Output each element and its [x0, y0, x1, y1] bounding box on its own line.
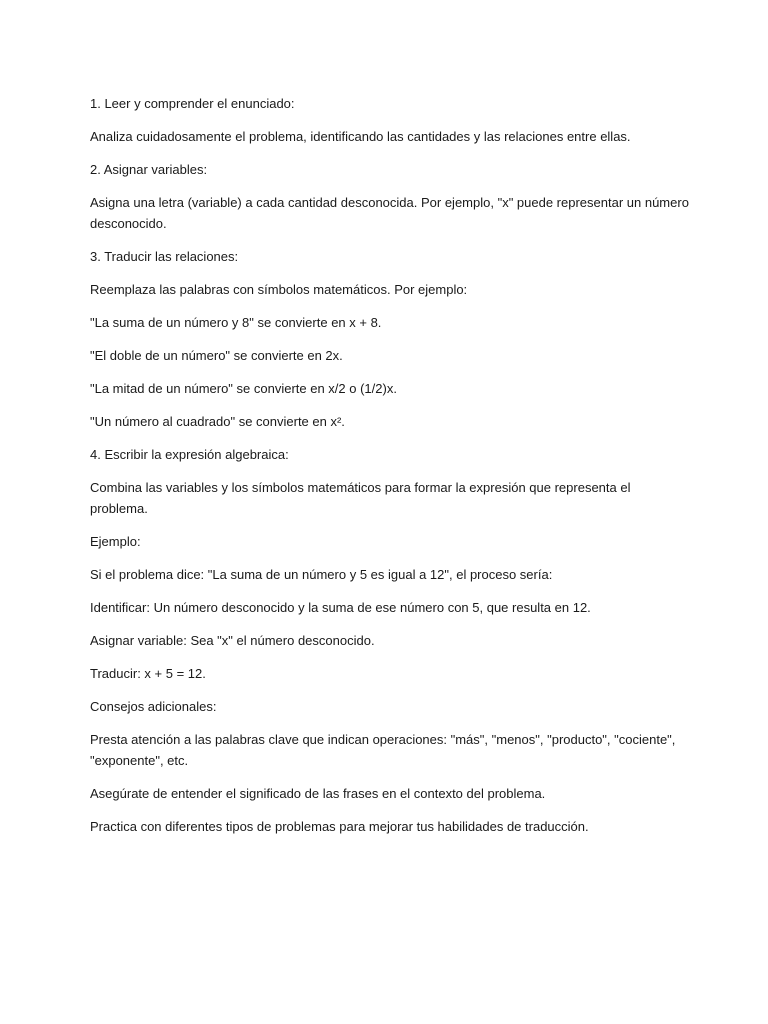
- step-2-text: Asigna una letra (variable) a cada cantidad desconocida. Por ejemplo, "x" puede representar un número desconocido.: [90, 195, 689, 231]
- step-3-text: Reemplaza las palabras con símbolos matemáticos. Por ejemplo:: [90, 282, 468, 297]
- step-1-heading: 1. Leer y comprender el enunciado:: [90, 96, 295, 111]
- example-translate: Traducir: x + 5 = 12.: [90, 666, 206, 681]
- step-4-heading: 4. Escribir la expresión algebraica:: [90, 447, 289, 462]
- tip-keywords: Presta atención a las palabras clave que indican operaciones: "más", "menos", "producto", "cociente", "exponente", etc.: [90, 732, 676, 768]
- step-2-heading: 2. Asignar variables:: [90, 162, 208, 177]
- example-sum: "La suma de un número y 8" se convierte en x + 8.: [90, 315, 382, 330]
- example-half: "La mitad de un número" se convierte en x/2 o (1/2)x.: [90, 381, 397, 396]
- document-body: [90, 93, 690, 849]
- example-square: "Un número al cuadrado" se convierte en x².: [90, 414, 345, 429]
- step-3-heading: 3. Traducir las relaciones:: [90, 249, 239, 264]
- example-identify: Identificar: Un número desconocido y la suma de ese número con 5, que resulta en 12.: [90, 600, 591, 615]
- tips-heading: Consejos adicionales:: [90, 699, 217, 714]
- step-1-text: Analiza cuidadosamente el problema, identificando las cantidades y las relaciones entre ellas.: [90, 129, 631, 144]
- step-4-text: Combina las variables y los símbolos matemáticos para formar la expresión que representa el problema.: [90, 480, 631, 516]
- example-intro: Si el problema dice: "La suma de un número y 5 es igual a 12", el proceso sería:: [90, 567, 553, 582]
- tip-practice: Practica con diferentes tipos de problemas para mejorar tus habilidades de traducción.: [90, 819, 589, 834]
- example-double: "El doble de un número" se convierte en 2x.: [90, 348, 343, 363]
- example-assign: Asignar variable: Sea "x" el número desconocido.: [90, 633, 375, 648]
- example-heading: Ejemplo:: [90, 534, 141, 549]
- tip-context: Asegúrate de entender el significado de las frases en el contexto del problema.: [90, 786, 546, 801]
